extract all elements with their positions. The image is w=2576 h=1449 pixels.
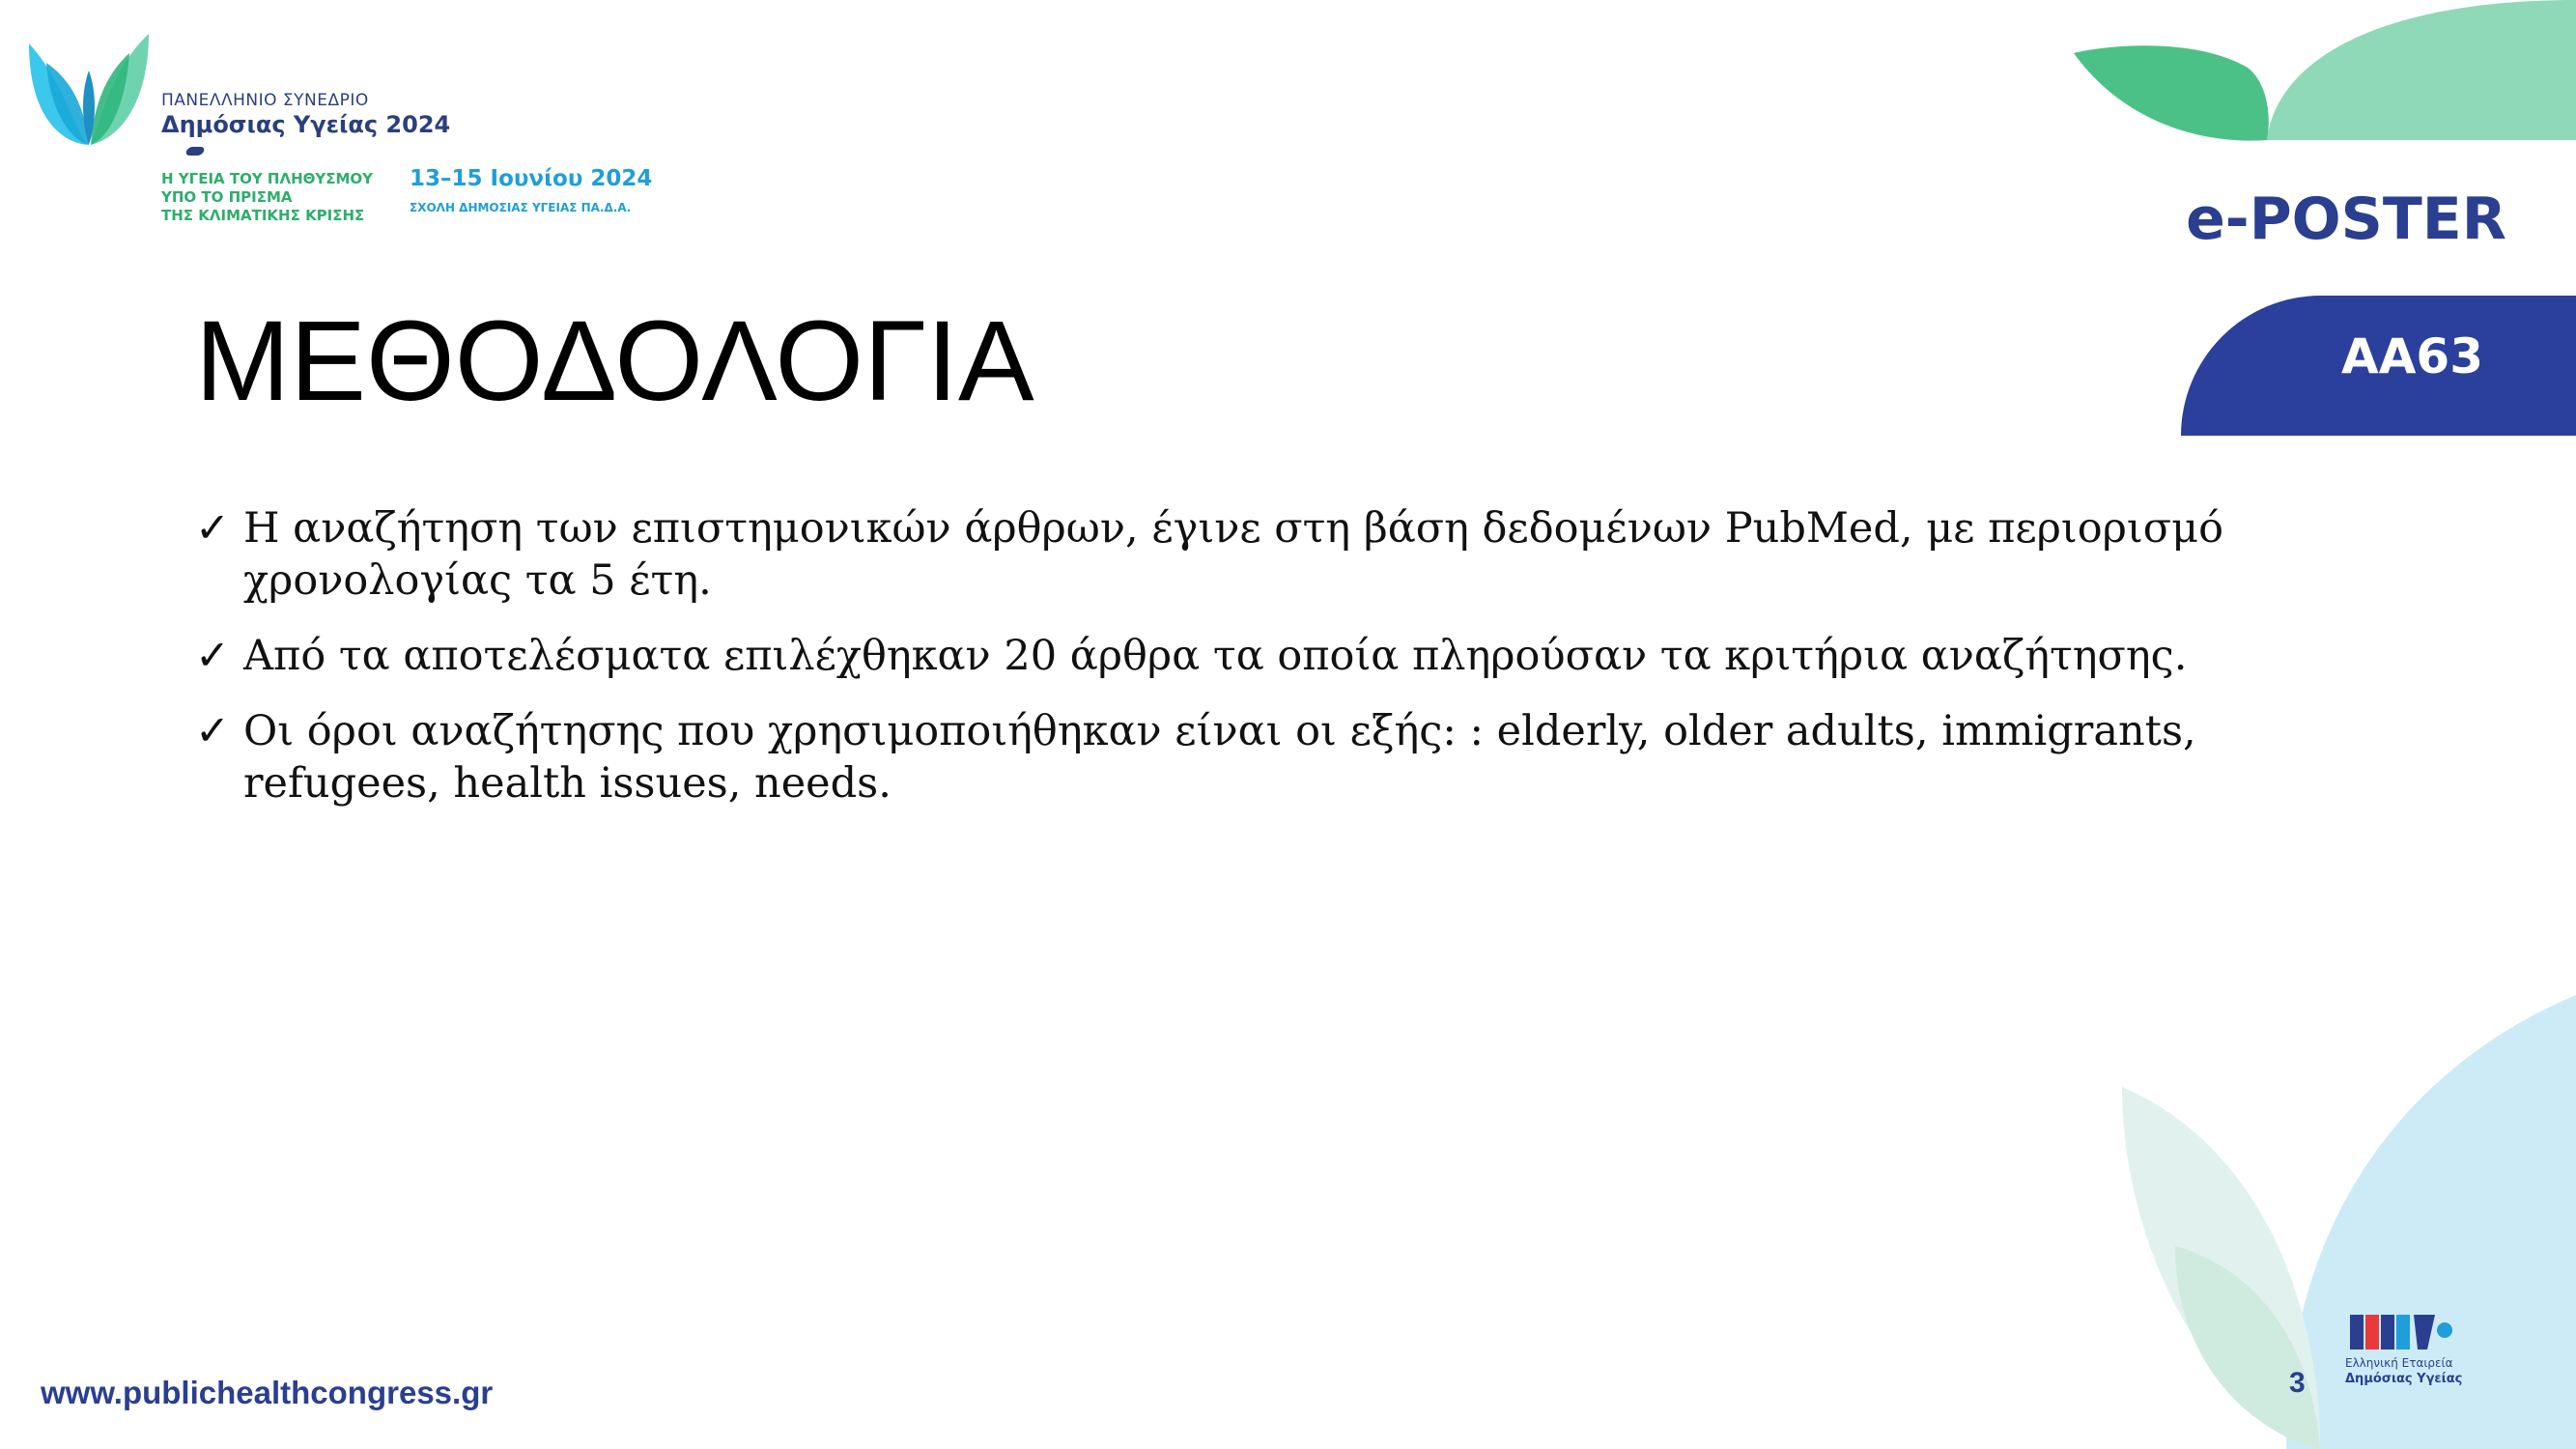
- theme-line-3: ΤΗΣ ΚΛΙΜΑΤΙΚΗΣ ΚΡΙΣΗΣ: [161, 207, 365, 224]
- congress-venue: ΣΧΟΛΗ ΔΗΜΟΣΙΑΣ ΥΓΕΙΑΣ ΠΑ.Δ.Α.: [410, 201, 632, 214]
- congress-logo-icon: [21, 24, 156, 150]
- list-item: [195, 705, 2349, 810]
- top-right-leaf-decoration-icon: [2074, 0, 2576, 155]
- website-link[interactable]: www.publichealthcongress.gr: [41, 1375, 494, 1410]
- logo-dash-icon: [184, 147, 205, 156]
- methodology-list: [195, 502, 2349, 833]
- list-item: [195, 630, 2349, 682]
- theme-line-1: Η ΥΓΕΙΑ ΤΟΥ ΠΛΗΘΥΣΜΟΥ: [161, 170, 374, 187]
- congress-name: Δημόσιας Υγείας 2024: [161, 111, 451, 138]
- eposter-label: e-POSTER: [2186, 185, 2506, 253]
- checkmark-icon: ✓: [195, 504, 231, 553]
- society-name-line1: Ελληνική Εταιρεία: [2345, 1356, 2453, 1370]
- list-item-text: Η αναζήτηση των επιστημονικών άρθρων, έγινε στη βάση δεδομένων PubMed, με περιορισμό χρονολογίας τα 5 έτη.: [243, 504, 2223, 605]
- list-item-text: Από τα αποτελέσματα επιλέχθηκαν 20 άρθρα τα οποία πληρούσαν τα κριτήρια αναζήτησης.: [243, 632, 2188, 680]
- society-name-line2: Δημόσιας Υγείας: [2345, 1372, 2463, 1386]
- list-item-text: Οι όροι αναζήτησης που χρησιμοποιήθηκαν είναι οι εξής: : elderly, older adults, immigrants, refugees, health issues, needs.: [243, 707, 2196, 808]
- checkmark-icon: ✓: [195, 632, 231, 680]
- poster-code: ΑΑ63: [2341, 328, 2483, 384]
- page-number: 3: [2289, 1367, 2306, 1399]
- checkmark-icon: ✓: [195, 707, 231, 755]
- theme-line-2: ΥΠΟ ΤΟ ΠΡΙΣΜΑ: [161, 188, 293, 206]
- page-title: ΜΕΘΟΔΟΛΟΓΙΑ: [195, 298, 1034, 425]
- congress-subtitle: ΠΑΝΕΛΛΗΝΙΟ ΣΥΝΕΔΡΙΟ: [161, 91, 369, 110]
- congress-dates: 13–15 Ιουνίου 2024: [410, 166, 653, 191]
- list-item: [195, 502, 2349, 607]
